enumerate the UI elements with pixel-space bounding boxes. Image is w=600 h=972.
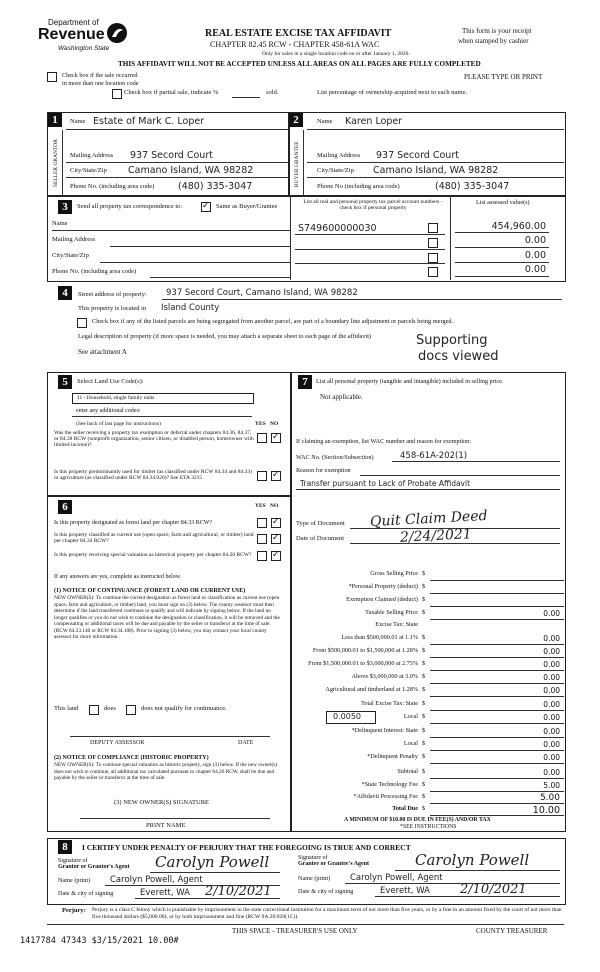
tax-row bbox=[300, 596, 564, 607]
grantee-sig-label-1: Signature of bbox=[298, 855, 328, 861]
form-title: REAL ESTATE EXCISE TAX AFFIDAVIT bbox=[205, 28, 392, 39]
seller-city-line bbox=[66, 177, 288, 178]
s3-name-line bbox=[52, 230, 290, 231]
s6-q2-yes[interactable] bbox=[257, 534, 267, 544]
tax-row bbox=[300, 713, 564, 724]
located-in-label: This property is located in bbox=[78, 305, 147, 312]
grantee-sig-label-2: Grantee or Grantee's Agent bbox=[298, 861, 370, 867]
tax-row bbox=[300, 768, 564, 779]
dollar-sign: $ bbox=[422, 634, 426, 641]
partial-sale-checkbox[interactable] bbox=[112, 89, 122, 99]
s5-q1: Was the seller receiving a property tax exemption or deferral under chapters 84.36, 84.37, or 84.38 RCW (nonprofit organization, senior citizen, or disabled person, homeowner with limited income)? bbox=[54, 430, 254, 449]
land-use-select[interactable] bbox=[72, 393, 254, 404]
grantee-date-line bbox=[375, 896, 560, 897]
buyer-mailing-value: 937 Secord Court bbox=[376, 150, 459, 161]
ownership-pct-label: List percentage of ownership acquired next to each name. bbox=[317, 89, 467, 96]
notice1-title: (1) NOTICE OF CONTINUANCE (FOREST LAND OR CURRENT USE) bbox=[54, 588, 246, 594]
dollar-sign: $ bbox=[422, 727, 426, 734]
see-attachment: See attachment A bbox=[78, 348, 127, 356]
certify-statement: I CERTIFY UNDER PENALTY OF PERJURY THAT THE FOREGOING IS TRUE AND CORRECT bbox=[82, 843, 411, 852]
tax-row-line bbox=[430, 670, 564, 671]
dollar-sign: $ bbox=[422, 805, 426, 812]
buyer-name-line bbox=[307, 129, 564, 130]
tax-row-line bbox=[430, 593, 564, 594]
receipt-note-1: This form is your receipt bbox=[462, 27, 532, 35]
grantee-signature: Carolyn Powell bbox=[415, 851, 530, 869]
dollar-sign: $ bbox=[422, 596, 426, 603]
footer-rule bbox=[47, 924, 564, 925]
buyer-mailing-line bbox=[307, 162, 564, 163]
parcel-line bbox=[295, 249, 445, 250]
tax-row-line bbox=[430, 696, 564, 697]
tax-row bbox=[300, 686, 564, 697]
tax-row-line bbox=[430, 803, 564, 804]
same-as-buyer-checkbox[interactable] bbox=[201, 202, 211, 212]
sales-note: Only for sales in a single location code on or after January 1, 2020. bbox=[262, 51, 410, 57]
not-applicable: Not applicable. bbox=[320, 393, 363, 401]
segregated-label: Check box if any of the listed parcels are being segregated from another parcel, are part of a boundary line adjustment or parcels being merged. bbox=[92, 318, 454, 325]
s6-q1-no[interactable] bbox=[271, 518, 281, 528]
s5-q2-no[interactable] bbox=[271, 471, 281, 481]
receipt-note-2: when stamped by cashier bbox=[458, 37, 529, 45]
notice1-text: NEW OWNER(S): To continue the current designation as forest land or classification as current use (open space, farm and agriculture, or timber) land, you must sign on (3) below. The county assessor must then determine if the land transferred continues to qualify and will indicate by signing below. If the land no longer qualifies or you do not wish to continue the designation or classification, it will be removed and the compensating or additional taxes will be due and payable by the seller or transferor at the time of sale. (RCW 84.33.140 or RCW 84.34.108). Prior to signing (3) below, you may contact your local county assessor for more information. bbox=[54, 595, 280, 640]
section-1-number: 1 bbox=[48, 113, 62, 127]
print-name-line bbox=[80, 818, 270, 819]
value-line bbox=[455, 262, 549, 263]
multi-location-checkbox[interactable] bbox=[47, 72, 57, 82]
reason-line bbox=[360, 475, 560, 476]
s6-q2: Is this property classified as current use (open space, farm and agricultural, or timber) land per chapter 84.34 RCW? bbox=[54, 532, 254, 545]
does-label: does bbox=[104, 705, 116, 712]
parcel-number: S749600000030 bbox=[298, 223, 377, 234]
buyer-city-line bbox=[307, 177, 564, 178]
s5-q1-no[interactable] bbox=[271, 433, 281, 443]
grantee-city-value: Everett, WA bbox=[380, 886, 430, 896]
tax-row-value: 0.00 bbox=[543, 753, 560, 762]
perjury-text: Perjury is a class C felony which is punishable by imprisonment in the state correctional institution for a maximum term of not more than five years, or by a fine in an amount fixed by the court of not more than five thousand dollars ($5,000.00), or by both imprisonment and fine (RCW 9A.20.020(1C)). bbox=[92, 907, 562, 920]
tax-row-label: *Personal Property (deduct) bbox=[348, 583, 418, 590]
sold-label: sold. bbox=[266, 89, 279, 96]
seller-side-divider bbox=[62, 130, 63, 195]
s5-no-header: NO bbox=[270, 421, 279, 427]
tax-row-line bbox=[430, 763, 564, 764]
dor-logo bbox=[40, 18, 130, 66]
dollar-sign: $ bbox=[422, 768, 426, 775]
tax-row-line bbox=[430, 619, 564, 620]
buyer-name-label: Name bbox=[317, 118, 333, 125]
partial-pct-line bbox=[232, 97, 260, 98]
tax-row-line bbox=[430, 815, 564, 816]
doc-type-value: Quit Claim Deed bbox=[369, 507, 488, 531]
parcel-line bbox=[295, 263, 445, 264]
dollar-sign: $ bbox=[422, 753, 426, 760]
tax-row-line bbox=[430, 737, 564, 738]
supporting-docs-2: docs viewed bbox=[418, 349, 499, 364]
dollar-sign: $ bbox=[422, 660, 426, 667]
section-6-number: 6 bbox=[58, 500, 72, 514]
dollar-sign: $ bbox=[422, 570, 426, 577]
tax-row bbox=[300, 621, 564, 632]
grantor-sig-label-1: Signature of bbox=[58, 858, 88, 864]
doc-type-label: Type of Document bbox=[296, 520, 345, 527]
tax-row bbox=[300, 727, 564, 738]
grantor-city-value: Everett, WA bbox=[140, 888, 190, 898]
tax-row-value: 0.00 bbox=[543, 686, 560, 695]
tax-row bbox=[300, 570, 564, 581]
seller-name-line bbox=[66, 129, 288, 130]
warning-text: THIS AFFIDAVIT WILL NOT BE ACCEPTED UNLESS ALL AREAS ON ALL PAGES ARE FULLY COMPLETED bbox=[118, 60, 481, 68]
dollar-sign: $ bbox=[422, 583, 426, 590]
s5-q1-yes[interactable] bbox=[257, 433, 267, 443]
reason-label: Reason for exemption bbox=[296, 467, 351, 474]
seller-city-label: City/State/Zip bbox=[70, 167, 107, 174]
deputy-assessor-label: DEPUTY ASSESSOR bbox=[90, 740, 145, 746]
dollar-sign: $ bbox=[422, 609, 426, 616]
grantor-date-label: Date & city of signing bbox=[58, 890, 114, 897]
tax-row-value: 0.00 bbox=[543, 713, 560, 722]
tax-row-line bbox=[430, 657, 564, 658]
deputy-line bbox=[70, 736, 270, 737]
same-as-buyer-label: Same as Buyer/Grantee bbox=[216, 203, 278, 210]
tax-row bbox=[300, 634, 564, 645]
seller-name-value: Estate of Mark C. Loper bbox=[93, 116, 205, 127]
land-use-label: Select Land Use Code(s): bbox=[77, 378, 144, 385]
section-8-number: 8 bbox=[58, 840, 72, 854]
grantee-name-label: Name (print) bbox=[298, 875, 331, 882]
tax-row-value: 0.00 bbox=[543, 647, 560, 656]
section-4-number: 4 bbox=[58, 286, 72, 300]
s5-yes-header: YES bbox=[255, 421, 266, 427]
tax-row-value: 5.00 bbox=[543, 781, 560, 790]
grantor-name-label: Name (print) bbox=[58, 877, 91, 884]
section-3-divider bbox=[290, 195, 291, 280]
treasurer-only: THIS SPACE - TREASURER'S USE ONLY bbox=[232, 927, 358, 935]
reason-line-2 bbox=[296, 489, 560, 490]
street-address-label: Street address of property: bbox=[78, 291, 147, 298]
tax-row bbox=[300, 673, 564, 684]
dollar-sign: $ bbox=[422, 740, 426, 747]
grantee-date-value: 2/10/2021 bbox=[460, 882, 527, 897]
tax-row-label: Local bbox=[403, 740, 418, 747]
dollar-sign: $ bbox=[422, 781, 426, 788]
does-not-label: does not qualify for continuance. bbox=[141, 705, 227, 712]
doc-date-label: Date of Document bbox=[296, 535, 345, 542]
segregated-checkbox[interactable] bbox=[77, 318, 87, 328]
s6-q1: Is this property designated as forest land per chapter 84.33 RCW? bbox=[54, 520, 213, 526]
tax-row-value: 0.00 bbox=[543, 634, 560, 643]
tax-row-value: 0.00 bbox=[543, 673, 560, 682]
grantor-sig-label-2: Grantor or Grantor's Agent bbox=[58, 864, 130, 870]
does-checkbox[interactable] bbox=[89, 705, 99, 715]
tax-row bbox=[300, 805, 564, 816]
tax-row bbox=[300, 647, 564, 658]
parcel-line bbox=[295, 234, 445, 235]
street-line bbox=[162, 299, 562, 300]
seller-mailing-value: 937 Secord Court bbox=[130, 150, 213, 161]
tax-row-label: Above $3,000,000 at 3.0% bbox=[351, 673, 418, 680]
buyer-city-label: City/State/Zip bbox=[317, 167, 354, 174]
s3-mailing-line bbox=[110, 246, 290, 247]
parcel-personal-checkbox[interactable] bbox=[428, 238, 438, 248]
tax-row-line bbox=[430, 580, 564, 581]
tax-row-value: 0.00 bbox=[543, 768, 560, 777]
doc-date-line bbox=[350, 543, 560, 544]
tax-row-value: 0.00 bbox=[543, 740, 560, 749]
s3-city-line bbox=[100, 262, 290, 263]
new-owner-signature-label: (3) NEW OWNER(S) SIGNATURE bbox=[114, 799, 210, 806]
minimum-due: A MINIMUM OF $10.00 IS DUE IN FEE(S) AND/OR TAX bbox=[344, 817, 491, 823]
buyer-side-divider bbox=[303, 130, 304, 195]
dollar-sign: $ bbox=[422, 700, 426, 707]
multi-location-label-1: Check box if the sale occurred bbox=[62, 72, 138, 79]
buyer-mailing-label: Mailing Address bbox=[317, 152, 361, 159]
tax-row-label: Excise Tax: State bbox=[375, 621, 418, 628]
tax-row-line bbox=[430, 644, 564, 645]
grantee-name-value: Carolyn Powell, Agent bbox=[350, 873, 443, 883]
seller-phone-value: (480) 335-3047 bbox=[178, 181, 253, 192]
tax-row-label: Exemption Claimed (deduct) bbox=[346, 596, 418, 603]
s5-q2: Is this property predominantly used for timber (as classified under RCW 84.34 and 84.33) or agriculture (as classified under RCW 84.34.020)? See ETA 3215 bbox=[54, 469, 253, 482]
notice2-title: (2) NOTICE OF COMPLIANCE (HISTORIC PROPERTY) bbox=[54, 755, 209, 761]
recording-stamp: 1417784 47343 $3/15/2021 10.00# bbox=[20, 936, 179, 946]
does-not-checkbox[interactable] bbox=[126, 705, 136, 715]
see-back-note: (See back of last page for instructions) bbox=[76, 421, 161, 427]
additional-codes-label: enter any additional codes: bbox=[76, 408, 141, 414]
print-name-label: PRINT NAME bbox=[146, 822, 186, 829]
s3-phone-line bbox=[150, 277, 290, 278]
tax-row-label: Less than $500,000.01 at 1.1% bbox=[341, 634, 418, 641]
legal-description-label: Legal description of property (if more space is needed, you may attach a separate sheet to each page of the affidavit) bbox=[78, 333, 372, 340]
s5-q2-yes[interactable] bbox=[257, 471, 267, 481]
street-address-value: 937 Secord Court, Camano Island, WA 98282 bbox=[166, 288, 358, 298]
parcel-personal-checkbox[interactable] bbox=[428, 253, 438, 263]
tax-row-label: *Delinquent Interest: State bbox=[351, 727, 418, 734]
if-yes-note: If any answers are yes, complete as instructed below. bbox=[54, 574, 182, 580]
tax-row-value: 10.00 bbox=[532, 805, 560, 816]
logo-dept-of: Department of bbox=[48, 18, 99, 27]
tax-row-label: *Affidavit Processing Fee bbox=[353, 793, 418, 800]
s3-name-label: Name bbox=[52, 220, 68, 227]
seller-name-label: Name bbox=[70, 118, 86, 125]
tax-row-label: Local bbox=[403, 713, 418, 720]
dollar-sign: $ bbox=[422, 673, 426, 680]
tax-row-value: 0.00 bbox=[543, 660, 560, 669]
value-line bbox=[455, 247, 549, 248]
tax-row-line bbox=[430, 778, 564, 779]
seller-phone-label: Phone No. (including area code) bbox=[70, 183, 155, 190]
send-correspondence-label: Send all property tax correspondence to: bbox=[77, 203, 183, 210]
s6-q3-no[interactable] bbox=[271, 551, 281, 561]
tax-row-value: 0.00 bbox=[543, 700, 560, 709]
s6-q3-yes[interactable] bbox=[257, 551, 267, 561]
tax-row-label: Subtotal bbox=[397, 768, 418, 775]
county-value: Island County bbox=[161, 303, 220, 313]
buyer-phone-label: Phone No (including area code) bbox=[317, 183, 400, 190]
value-line bbox=[455, 276, 549, 277]
section-3-number: 3 bbox=[58, 200, 72, 214]
tax-row-line bbox=[430, 606, 564, 607]
tax-row-line bbox=[430, 683, 564, 684]
tax-row-label: Agricultural and timberland at 1.28% bbox=[325, 686, 418, 693]
tax-row bbox=[300, 700, 564, 711]
claiming-exemption-label: If claiming an exemption, list WAC number and reason for exemption: bbox=[296, 438, 471, 445]
seller-mailing-label: Mailing Address bbox=[70, 152, 114, 159]
grantor-sig-line bbox=[150, 872, 280, 873]
s3-mailing-label: Mailing Address bbox=[52, 236, 96, 243]
seller-city-value: Camano Island, WA 98282 bbox=[128, 165, 254, 176]
wac-line bbox=[392, 461, 560, 462]
buyer-side-label: BUYER GRANTEE bbox=[293, 141, 300, 188]
tax-row-label: Total Excise Tax: State bbox=[361, 700, 418, 707]
tax-row-label: From $500,000.01 to $1,500,000 at 1.28% bbox=[312, 647, 418, 654]
personal-property-label: List all personal property (tangible and intangible) included in selling price. bbox=[316, 378, 504, 385]
s3-phone-label: Phone No. (including area code) bbox=[52, 268, 137, 275]
tax-row-label: From $1,500,000.01 to $3,000,000 at 2.75% bbox=[308, 660, 418, 667]
tax-row-value: 5.00 bbox=[539, 793, 560, 803]
section-2-number: 2 bbox=[289, 113, 303, 127]
tax-row-label: Gross Selling Price bbox=[370, 570, 418, 577]
parcel-personal-checkbox[interactable] bbox=[428, 223, 438, 233]
value-line bbox=[455, 232, 549, 233]
revenue-logo-icon bbox=[106, 22, 128, 44]
dollar-sign: $ bbox=[422, 647, 426, 654]
dollar-sign: $ bbox=[422, 793, 426, 800]
tax-row-label: Total Due bbox=[392, 805, 418, 812]
grantor-date-line bbox=[135, 898, 280, 899]
parcel-value: 454,960.00 bbox=[491, 221, 546, 232]
notice2-text: NEW OWNER(S): To continue special valuation as historic property, sign (3) below. If the new owner(s) does not wish to continue, all additional tax calculated pursuant to chapter 84.26 RCW, shall be due and payable by the seller or transferor at the time of sale. bbox=[54, 762, 278, 781]
tax-row-label: Taxable Selling Price bbox=[365, 609, 418, 616]
tax-row bbox=[300, 660, 564, 671]
partial-sale-label: Check box if partial sale, indicate % bbox=[124, 89, 219, 96]
wac-label: WAC No. (Section/Subsection) bbox=[296, 454, 374, 461]
dollar-sign: $ bbox=[422, 713, 426, 720]
tax-row-line bbox=[430, 723, 564, 724]
parcel-value: 0.00 bbox=[524, 250, 546, 261]
assessed-divider bbox=[450, 195, 451, 280]
s6-q2-no[interactable] bbox=[271, 534, 281, 544]
please-type: PLEASE TYPE OR PRINT bbox=[464, 73, 543, 81]
grantor-date-value: 2/10/2021 bbox=[205, 884, 272, 899]
s6-q3: Is this property receiving special valuation as historical property per chapter 84.26 RCW? bbox=[54, 552, 252, 558]
tax-row-line bbox=[430, 750, 564, 751]
grantee-name-line bbox=[345, 883, 560, 884]
dollar-sign: $ bbox=[422, 686, 426, 693]
see-instructions: *SEE INSTRUCTIONS bbox=[400, 824, 457, 830]
parcel-header: List all real and personal property tax parcel account numbers - check box if personal property bbox=[303, 199, 443, 212]
county-treasurer: COUNTY TREASURER bbox=[476, 927, 548, 935]
wac-value: 458-61A-202(1) bbox=[400, 451, 468, 461]
deputy-date-label: DATE bbox=[238, 740, 254, 746]
s6-yes-header: YES bbox=[255, 503, 266, 509]
perjury-label: Perjury: bbox=[62, 907, 86, 914]
s6-no-header: NO bbox=[270, 503, 279, 509]
tax-row-value: 0.00 bbox=[543, 609, 560, 618]
tax-row-label: *Delinquent Penalty bbox=[367, 753, 418, 760]
buyer-city-value: Camano Island, WA 98282 bbox=[373, 165, 499, 176]
tax-row bbox=[300, 781, 564, 792]
form-chapter: CHAPTER 82.45 RCW - CHAPTER 458-61A WAC bbox=[210, 40, 380, 49]
seller-mailing-line bbox=[66, 162, 288, 163]
tax-row-line bbox=[430, 791, 564, 792]
multi-location-label-2: in more than one location code bbox=[62, 80, 139, 87]
grantee-sig-line bbox=[395, 870, 560, 871]
tax-row-line bbox=[430, 710, 564, 711]
tax-row bbox=[300, 583, 564, 594]
assessed-header: List assessed value(s) bbox=[476, 199, 530, 206]
seller-side-label: SELLER GRANTOR bbox=[52, 139, 59, 188]
supporting-docs-1: Supporting bbox=[416, 333, 488, 348]
logo-revenue: Revenue bbox=[38, 26, 105, 43]
section-5-number: 5 bbox=[58, 375, 72, 389]
parcel-personal-checkbox[interactable] bbox=[428, 267, 438, 277]
land-use-value: 11 - Household, single family units bbox=[77, 395, 155, 401]
tax-row-label: *State Technology Fee bbox=[361, 781, 418, 788]
grantor-name-value: Carolyn Powell, Agent bbox=[110, 875, 203, 885]
this-land-label: This land bbox=[54, 705, 79, 712]
doc-date-value: 2/24/2021 bbox=[399, 526, 473, 546]
parcel-value: 0.00 bbox=[524, 235, 546, 246]
grantee-date-label: Date & city of signing bbox=[298, 888, 354, 895]
parcel-value: 0.00 bbox=[524, 264, 546, 275]
tax-row bbox=[300, 740, 564, 751]
s6-q1-yes[interactable] bbox=[257, 518, 267, 528]
tax-row bbox=[300, 609, 564, 620]
logo-state: Washington State bbox=[58, 45, 110, 52]
tax-row bbox=[300, 753, 564, 764]
reason-value: Transfer pursuant to Lack of Probate Affidavit bbox=[300, 479, 471, 488]
s3-city-label: City/State/Zip bbox=[52, 252, 89, 259]
additional-codes-line bbox=[72, 416, 252, 417]
tax-row bbox=[300, 793, 564, 804]
local-rate-value: 0.0050 bbox=[333, 712, 361, 721]
tax-row-value: 0.00 bbox=[543, 727, 560, 736]
grantor-signature: Carolyn Powell bbox=[155, 853, 270, 871]
buyer-name-value: Karen Loper bbox=[345, 116, 403, 127]
section-7-number: 7 bbox=[298, 375, 312, 389]
buyer-phone-value: (480) 335-3047 bbox=[435, 181, 510, 192]
